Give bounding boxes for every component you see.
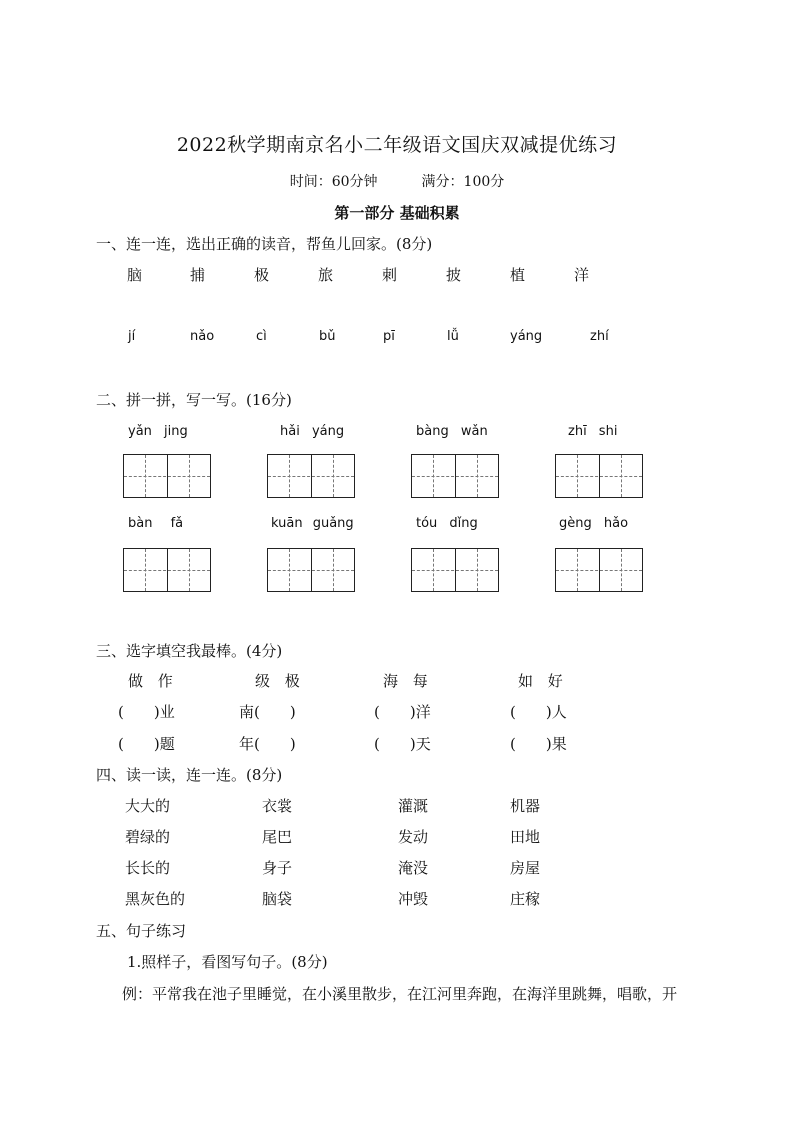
q1-char: 脑 — [127, 266, 143, 284]
writing-box[interactable] — [555, 454, 643, 498]
q3-blank[interactable]: 南( ) — [239, 703, 296, 721]
q3-blank[interactable]: ( )题 — [118, 735, 175, 753]
q3-choice-group: 海 每 — [383, 672, 428, 690]
q1-pinyin: bǔ — [319, 329, 336, 344]
q1-pinyin: zhí — [590, 329, 609, 344]
exam-info — [0, 171, 794, 191]
writing-box[interactable] — [267, 454, 355, 498]
q1-char: 旅 — [318, 266, 334, 284]
q4-word: 碧绿的 — [125, 828, 171, 846]
q2-heading: 二、拼一拼，写一写。(16分) — [96, 391, 292, 409]
q2-pinyin: yǎn jing — [128, 424, 188, 439]
writing-box[interactable] — [555, 548, 643, 592]
q1-pinyin: nǎo — [190, 329, 215, 344]
q4-word: 尾巴 — [262, 828, 293, 846]
writing-box[interactable] — [411, 548, 499, 592]
q5-example: 例：平常我在池子里睡觉，在小溪里散步，在江河里奔跑，在海洋里跳舞，唱歌，开 — [122, 985, 678, 1003]
q1-pinyin: pī — [383, 329, 395, 344]
q2-pinyin: bàn fǎ — [128, 516, 184, 531]
page-title: 2022秋学期南京名小二年级语文国庆双减提优练习 — [176, 134, 618, 156]
q3-blank[interactable]: ( )人 — [510, 703, 567, 721]
q4-word: 田地 — [510, 828, 541, 846]
q3-choice-group: 做 作 — [128, 672, 173, 690]
part-heading: 第一部分 基础积累 — [334, 204, 460, 222]
q1-pinyin: yáng — [510, 329, 543, 344]
q4-word: 黑灰色的 — [125, 890, 186, 908]
q3-blank[interactable]: 年( ) — [239, 735, 296, 753]
q1-char: 极 — [254, 266, 270, 284]
q1-char: 刺 — [382, 266, 398, 284]
q4-word: 冲毁 — [398, 890, 429, 908]
q1-pinyin: lǚ — [447, 329, 459, 344]
q4-heading: 四、读一读，连一连。(8分) — [96, 766, 283, 784]
q2-pinyin: bàng wǎn — [416, 424, 488, 439]
full-score: 满分：100分 — [421, 174, 505, 190]
q1-heading: 一、连一连，选出正确的读音，帮鱼儿回家。(8分) — [96, 235, 433, 253]
q2-pinyin: tóu dǐng — [416, 516, 478, 531]
q2-pinyin: zhī shi — [568, 424, 618, 439]
q4-word: 大大的 — [125, 797, 171, 815]
q1-pinyin: jí — [128, 329, 136, 344]
q3-blank[interactable]: ( )天 — [374, 735, 431, 753]
q2-pinyin: gèng hǎo — [559, 516, 629, 531]
q4-word: 脑袋 — [262, 890, 293, 908]
q4-word: 房屋 — [510, 859, 541, 877]
q3-heading: 三、选字填空我最棒。(4分) — [96, 642, 283, 660]
q5-heading: 五、句子练习 — [96, 922, 187, 940]
q5-subquestion: 1.照样子，看图写句子。(8分) — [127, 953, 328, 971]
q3-choice-group: 如 好 — [518, 672, 563, 690]
writing-box[interactable] — [123, 548, 211, 592]
q4-word: 长长的 — [125, 859, 171, 877]
q4-word: 发动 — [398, 828, 429, 846]
q1-char: 洋 — [574, 266, 590, 284]
q2-pinyin: kuān guǎng — [271, 516, 354, 531]
q2-pinyin: hǎi yáng — [280, 424, 345, 439]
q4-word: 机器 — [510, 797, 541, 815]
q4-word: 庄稼 — [510, 890, 541, 908]
q3-blank[interactable]: ( )洋 — [374, 703, 431, 721]
q3-blank[interactable]: ( )业 — [118, 703, 175, 721]
time-limit: 时间：60分钟 — [289, 174, 378, 190]
q1-pinyin: cì — [256, 329, 267, 344]
q1-char: 捕 — [190, 266, 206, 284]
writing-box[interactable] — [411, 454, 499, 498]
writing-box[interactable] — [123, 454, 211, 498]
q4-word: 灌溉 — [398, 797, 429, 815]
q3-choice-group: 级 极 — [255, 672, 300, 690]
q3-blank[interactable]: ( )果 — [510, 735, 567, 753]
q4-word: 身子 — [262, 859, 293, 877]
q1-char: 披 — [446, 266, 462, 284]
q4-word: 衣裳 — [262, 797, 293, 815]
writing-box[interactable] — [267, 548, 355, 592]
q1-char: 植 — [510, 266, 526, 284]
q4-word: 淹没 — [398, 859, 429, 877]
